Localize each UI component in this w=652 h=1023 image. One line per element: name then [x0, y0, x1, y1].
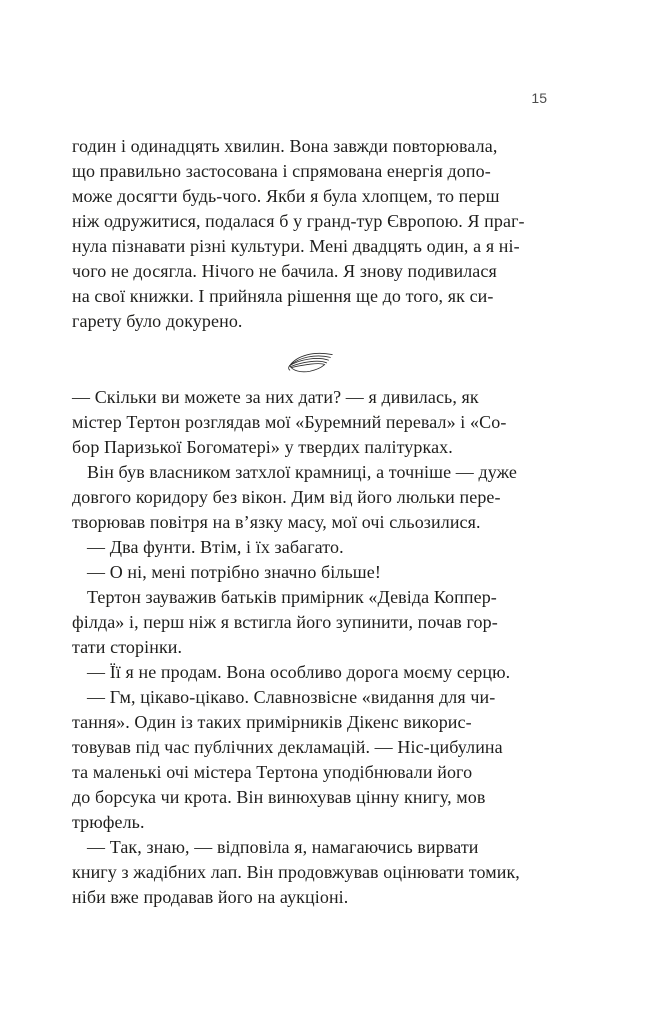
- text-line: філда» і, перш ніж я встигла його зупинити, почав гор-: [72, 612, 498, 632]
- text-line: творював повітря на в’язку масу, мої очі сльозилися.: [72, 512, 481, 532]
- paragraph: [72, 585, 547, 660]
- paragraph: [72, 835, 547, 910]
- text-line: — О ні, мені потрібно значно більше!: [87, 562, 381, 582]
- text-line: на свої книжки. І прийняла рішення ще до того, як си-: [72, 286, 494, 306]
- paragraph: [72, 685, 547, 835]
- paragraph: [72, 460, 547, 535]
- text-line: гарету було докурено.: [72, 311, 243, 331]
- text-line: — Так, знаю, — відповіла я, намагаючись вирвати: [87, 837, 479, 857]
- text-line: довгого коридору без вікон. Дим від його люльки пере-: [72, 487, 501, 507]
- text-line: ніби вже продавав його на аукціоні.: [72, 887, 349, 907]
- text-line: трюфель.: [72, 812, 145, 832]
- text-line: до борсука чи крота. Він винюхував цінну книгу, мов: [72, 787, 486, 807]
- text-line: ніж одружитися, подалася б у гранд-тур Європою. Я праг-: [72, 211, 525, 231]
- section-divider: [72, 348, 547, 376]
- text-line: тання». Один із таких примірників Дікенс викорис-: [72, 712, 472, 732]
- text-line: — Її я не продам. Вона особливо дорога моєму серцю.: [87, 662, 511, 682]
- paragraph: [72, 385, 547, 460]
- text-line: що правильно застосована і спрямована енергія допо-: [72, 161, 491, 181]
- paragraph: [72, 660, 547, 685]
- paragraph: [72, 560, 547, 585]
- calligraphic-flourish-icon: [285, 348, 335, 376]
- text-line: — Скільки ви можете за них дати? — я дивилась, як: [72, 387, 479, 407]
- text-line: годин і одинадцять хвилин. Вона завжди повторювала,: [72, 136, 498, 156]
- text-block: [72, 134, 547, 910]
- text-line: книгу з жадібних лап. Він продовжував оцінювати томик,: [72, 862, 520, 882]
- paragraph: [72, 134, 547, 334]
- paragraph: [72, 535, 547, 560]
- text-line: може досягти будь-чого. Якби я була хлопцем, то перш: [72, 186, 500, 206]
- page-number: 15: [531, 90, 547, 106]
- text-line: чого не досягла. Нічого не бачила. Я знову подивилася: [72, 261, 497, 281]
- text-line: Тертон зауважив батьків примірник «Девіда Коппер-: [87, 587, 497, 607]
- text-line: Він був власником затхлої крамниці, а точніше — дуже: [87, 462, 517, 482]
- text-line: тати сторінки.: [72, 637, 183, 657]
- text-line: містер Тертон розглядав мої «Буремний перевал» і «Со-: [72, 412, 507, 432]
- text-line: — Два фунти. Втім, і їх забагато.: [87, 537, 344, 557]
- text-line: нула пізнавати різні культури. Мені двадцять один, а я ні-: [72, 236, 520, 256]
- text-line: бор Паризької Богоматері» у твердих палітурках.: [72, 437, 453, 457]
- text-line: та маленькі очі містера Тертона уподібнювали його: [72, 762, 473, 782]
- text-line: — Гм, цікаво-цікаво. Славнозвісне «видання для чи-: [87, 687, 496, 707]
- text-line: товував під час публічних декламацій. — Ніс-цибулина: [72, 737, 503, 757]
